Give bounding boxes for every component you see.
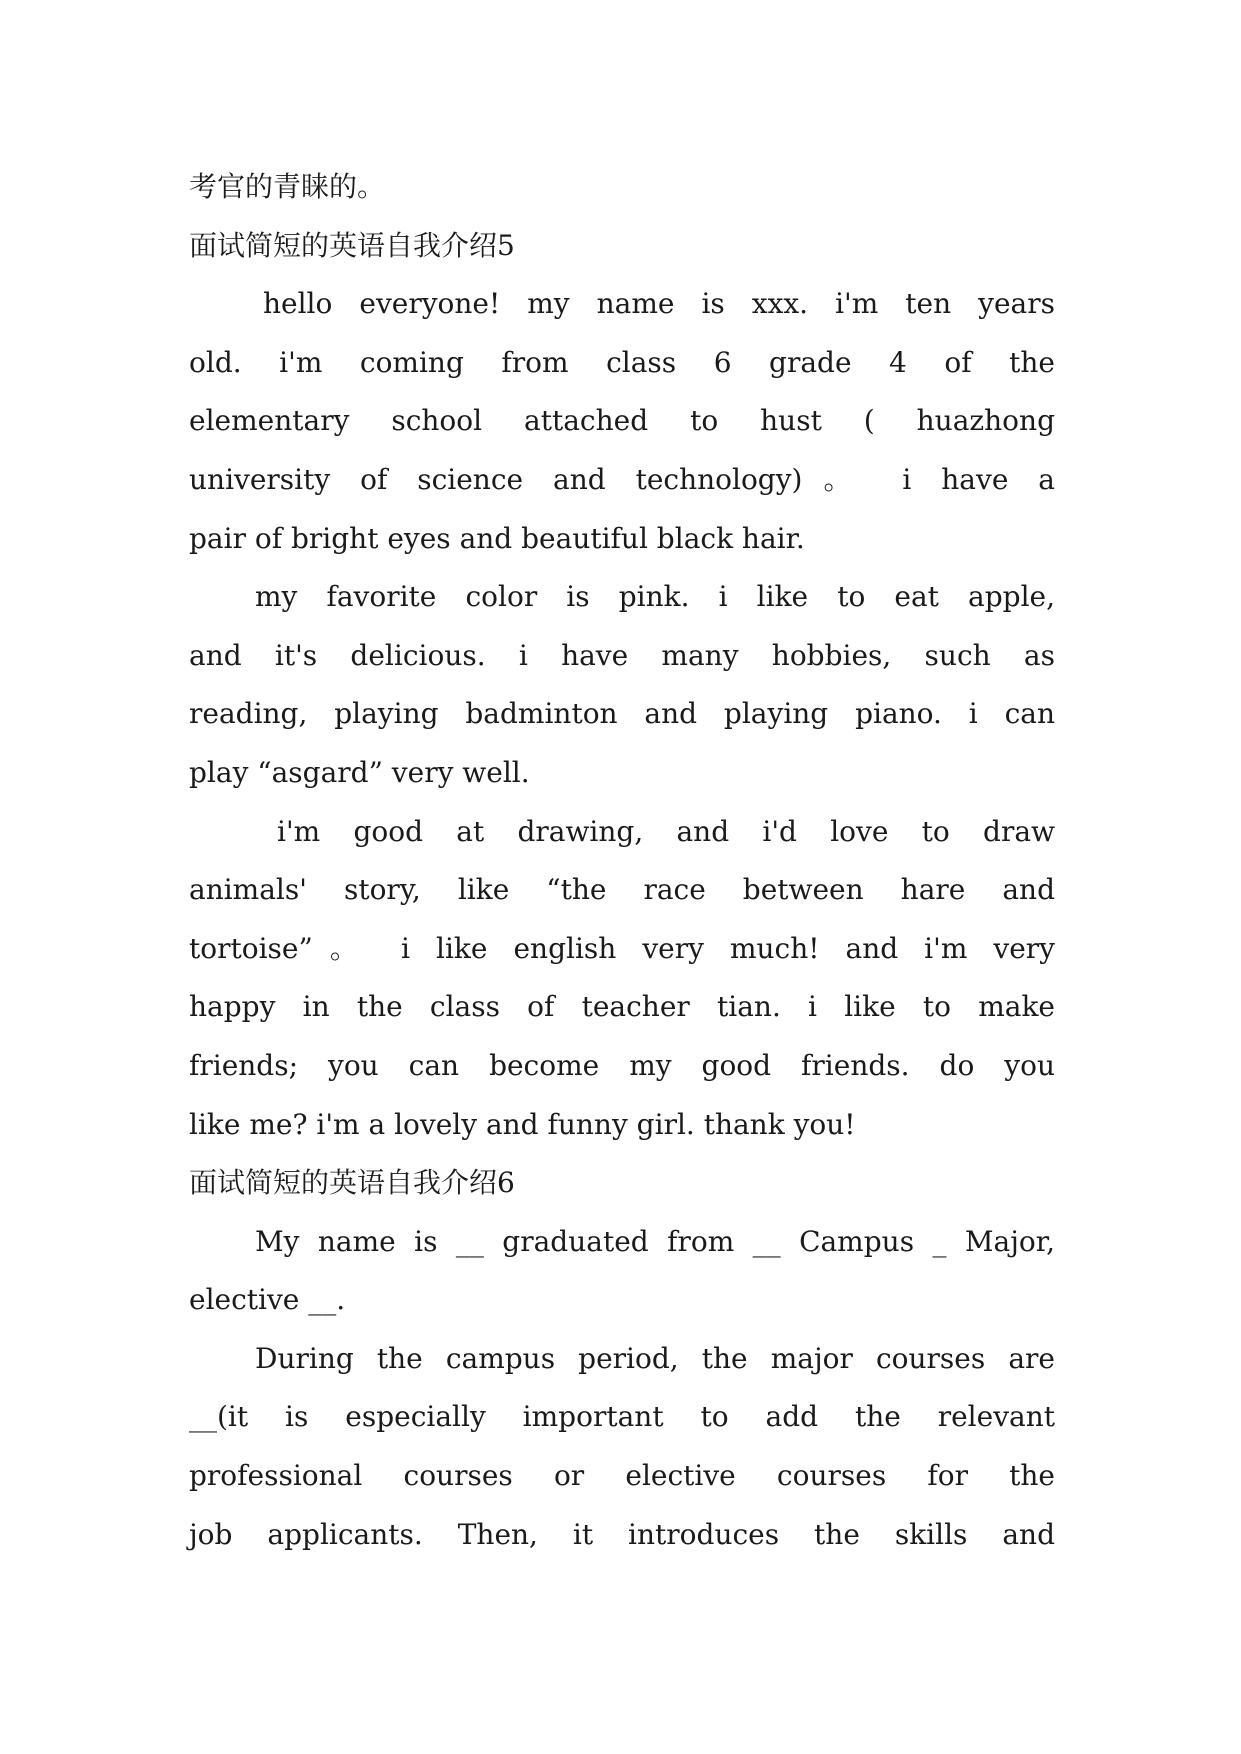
text-line: pair of bright eyes and beautiful black hair. <box>189 521 805 555</box>
text-line: university of science and technology)。 i have a <box>189 462 1055 496</box>
text-line: elective __. <box>189 1283 346 1317</box>
text-line: __(it is especially important to add the relevant <box>189 1400 1055 1434</box>
text-line: like me? i'm a lovely and funny girl. thank you! <box>189 1107 856 1141</box>
text-line: friends; you can become my good friends. do you <box>189 1048 1055 1082</box>
text-line: play “asgard” very well. <box>189 755 530 789</box>
section-heading-5: 面试简短的英语自我介绍5 <box>189 228 515 262</box>
text-line: elementary school attached to hust ( huazhong <box>189 404 1055 438</box>
text-line: i'm good at drawing, and i'd love to draw <box>277 814 1055 848</box>
text-line: job applicants. Then, it introduces the skills and <box>189 1517 1055 1551</box>
text-line: old. i'm coming from class 6 grade 4 of the <box>189 345 1055 379</box>
text-line: happy in the class of teacher tian. i like to make <box>189 990 1055 1024</box>
section-heading-6: 面试简短的英语自我介绍6 <box>189 1166 515 1200</box>
text-line: animals' story, like “the race between hare and <box>189 873 1055 907</box>
text-line: During the campus period, the major courses are <box>255 1341 1055 1375</box>
text-line: and it's delicious. i have many hobbies, such as <box>189 638 1055 672</box>
text-line: My name is __ graduated from __ Campus _ Major, <box>255 1224 1055 1258</box>
text-line: my favorite color is pink. i like to eat apple, <box>255 580 1055 614</box>
text-line: 考官的青睐的。 <box>189 170 386 203</box>
text-line: tortoise”。 i like english very much! and i'm very <box>189 931 1055 965</box>
text-line: hello everyone! my name is xxx. i'm ten years <box>263 287 1055 321</box>
text-line: professional courses or elective courses for the <box>189 1459 1055 1493</box>
document-page <box>189 158 1055 1564</box>
text-line: reading, playing badminton and playing piano. i can <box>189 697 1055 731</box>
